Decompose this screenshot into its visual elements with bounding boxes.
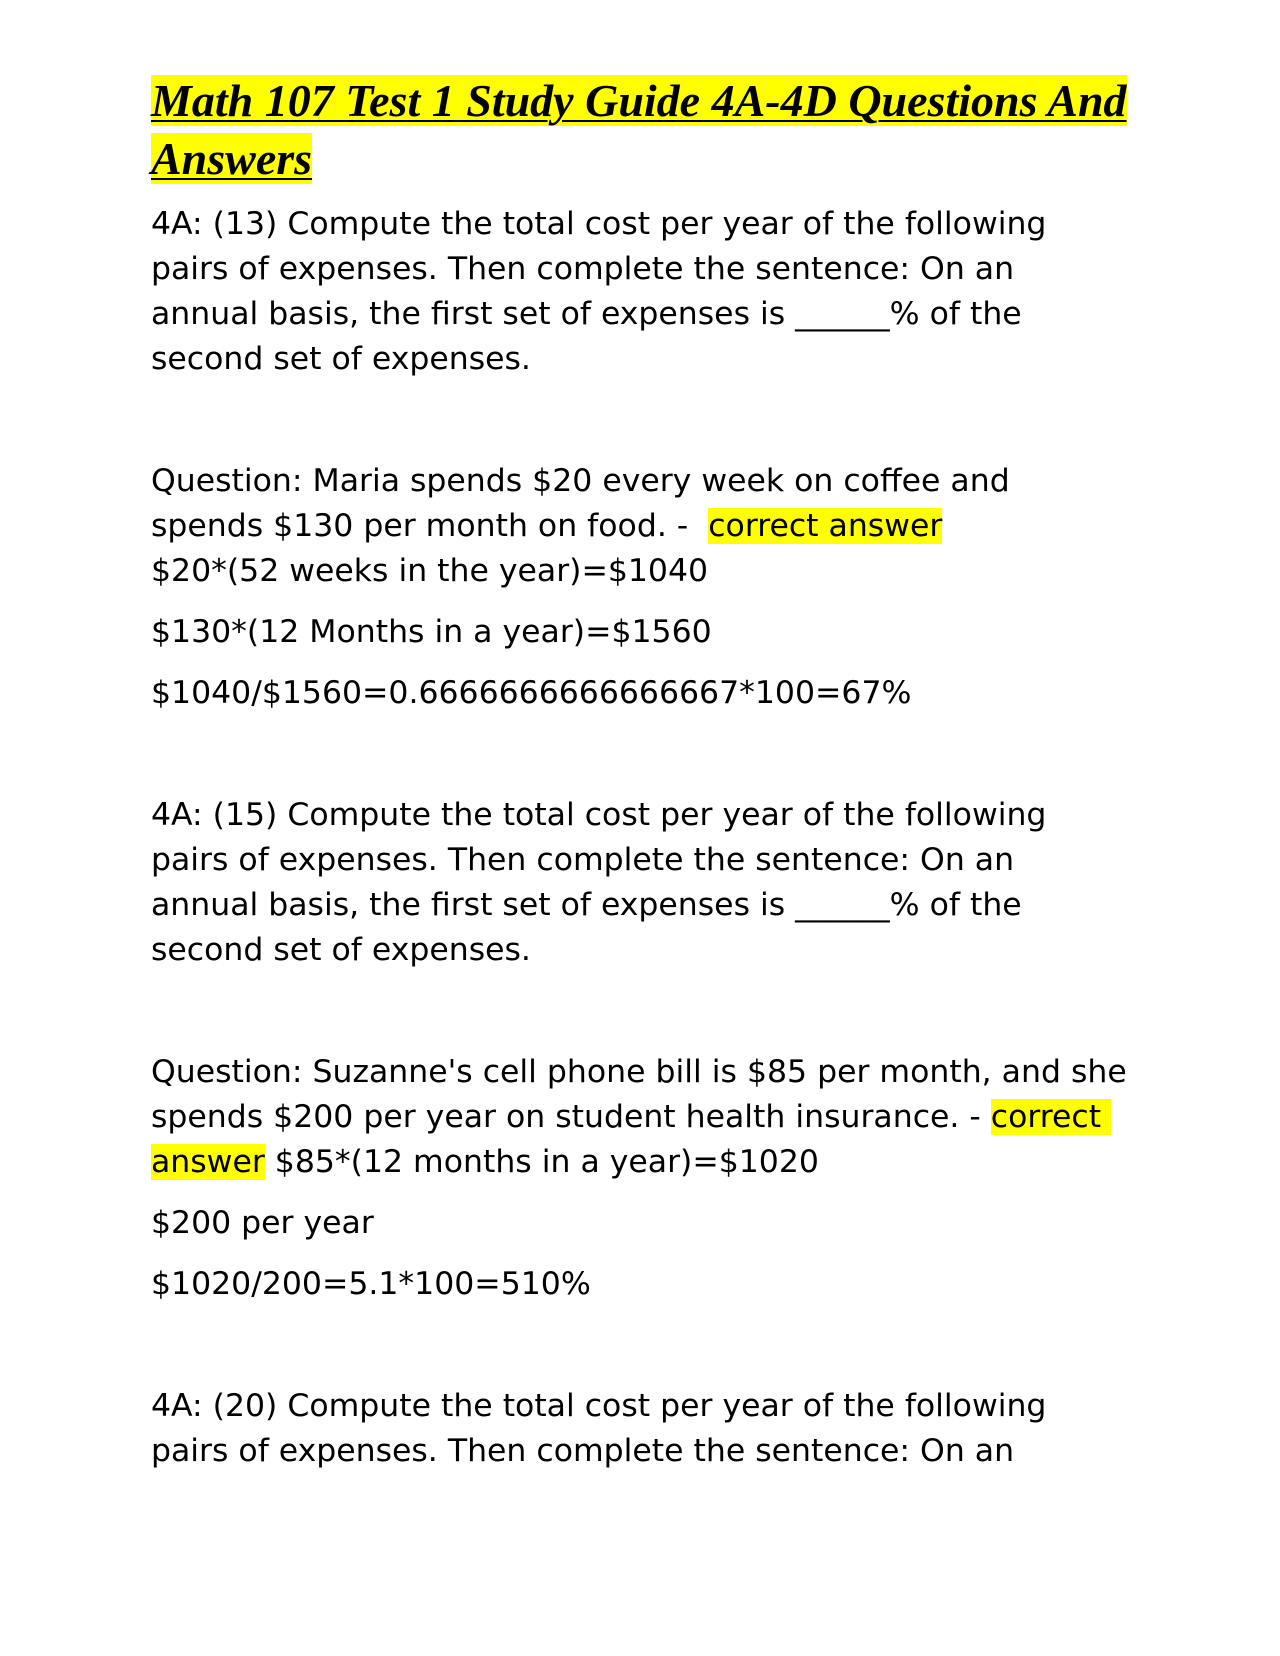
- answer-line: $1040/$1560=0.6666666666666667*100=67%: [151, 675, 912, 711]
- answer-line: $130*(12 Months in a year)=$1560: [151, 614, 712, 650]
- correct-answer-label: correct answer: [151, 1099, 1112, 1180]
- answer-line: $200 per year: [151, 1205, 374, 1241]
- prompt-4a-20: 4A: (20) Compute the total cost per year of the following pairs of expenses. Then complete the sentence: On an: [151, 1388, 1057, 1469]
- document-page: [151, 72, 1137, 1474]
- answer-line: $1020/200=5.1*100=510%: [151, 1266, 591, 1302]
- answer-line: $85*(12 months in a year)=$1020: [264, 1144, 819, 1180]
- question-text: Question: Suzanne's cell phone bill is $85 per month, and she spends $200 per year on student health insurance. -: [151, 1054, 1137, 1135]
- prompt-4a-13: 4A: (13) Compute the total cost per year of the following pairs of expenses. Then complete the sentence: On an annual basis, the first set of expenses is ______% of the second set of expenses.: [151, 206, 1057, 377]
- document-title: [151, 72, 1131, 188]
- question-maria: [151, 459, 1131, 594]
- prompt-4a-15: 4A: (15) Compute the total cost per year of the following pairs of expenses. Then complete the sentence: On an annual basis, the first set of expenses is ______% of the second set of expenses.: [151, 797, 1057, 968]
- question-suzanne: [151, 1050, 1137, 1185]
- question-text: Question: Maria spends $20 every week on coffee and spends $130 per month on food. -: [151, 463, 1020, 544]
- answer-line: $20*(52 weeks in the year)=$1040: [151, 553, 709, 589]
- correct-answer-label: correct answer: [708, 508, 943, 544]
- title-highlight: Math 107 Test 1 Study Guide 4A-4D Questions And Answers: [151, 75, 1127, 184]
